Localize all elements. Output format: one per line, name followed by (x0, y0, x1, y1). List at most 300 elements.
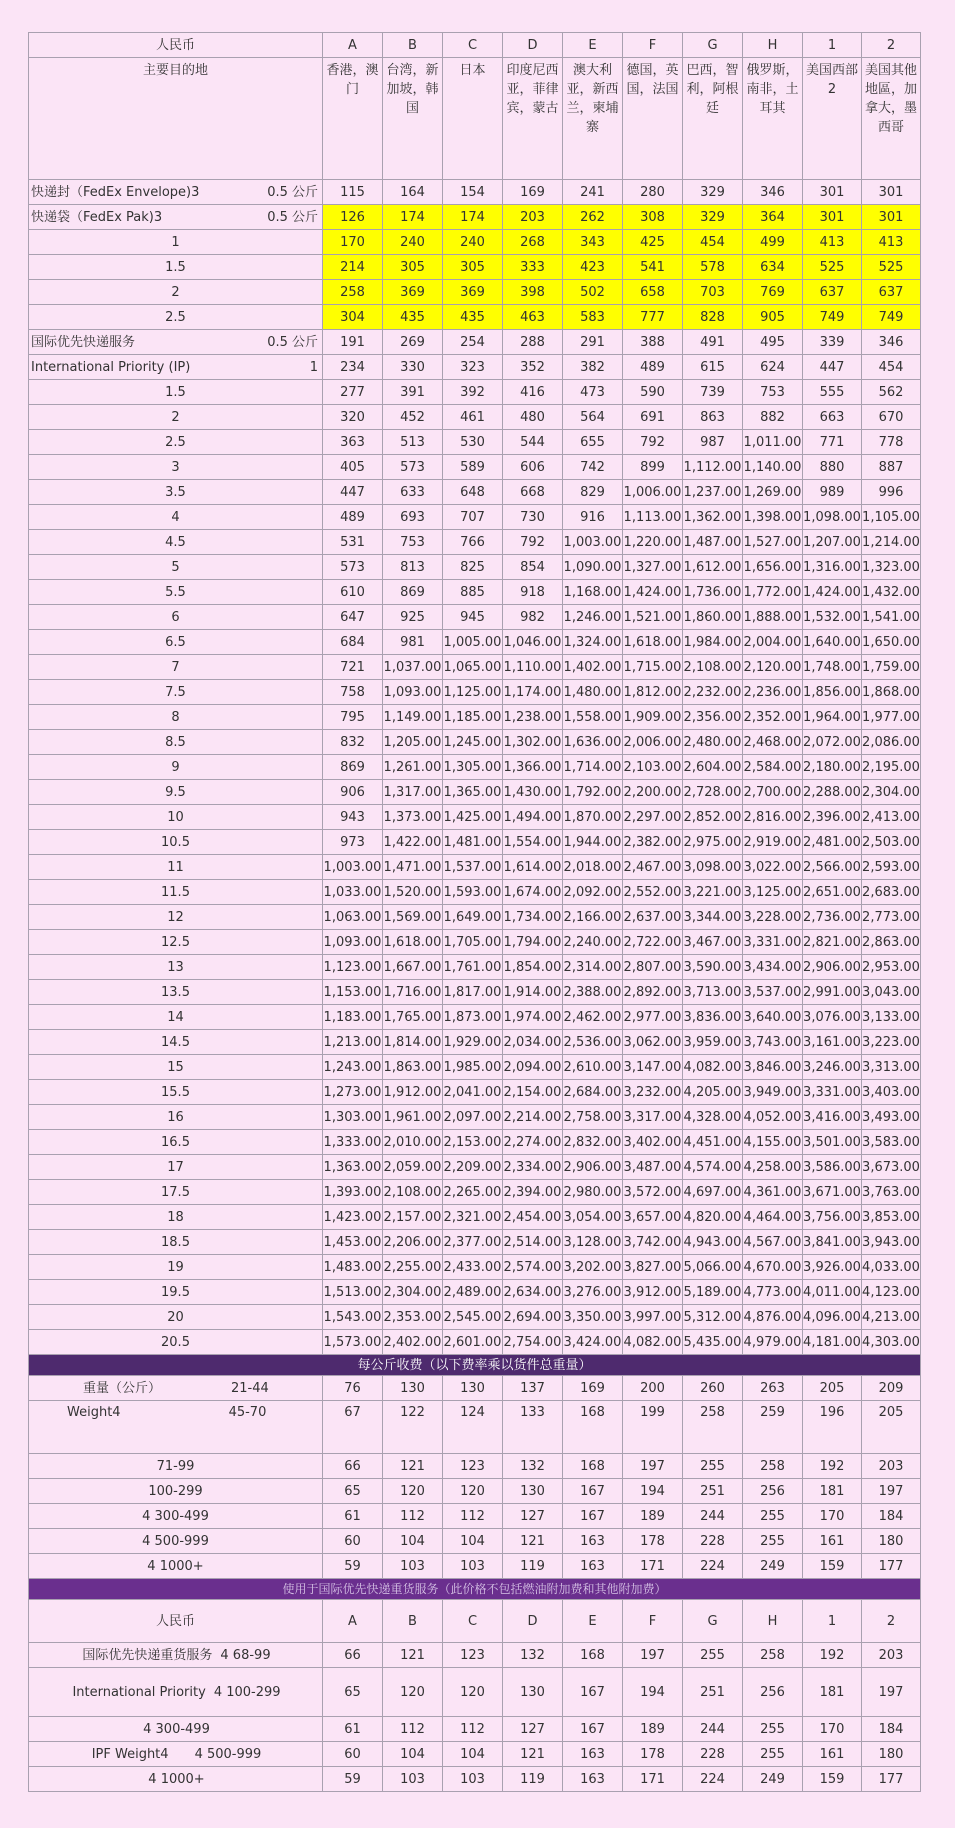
rate-cell: 463 (503, 305, 563, 330)
rate-cell: 163 (563, 1529, 623, 1554)
destination-cell: 澳大利亚，新西兰，柬埔寨 (563, 58, 623, 180)
rate-cell: 5,312.00 (683, 1305, 743, 1330)
rate-cell: 60 (323, 1742, 383, 1767)
rate-cell: 2,634.00 (503, 1280, 563, 1305)
rate-cell: 3,098.00 (683, 855, 743, 880)
rate-cell: 3,434.00 (743, 955, 803, 980)
weight-label: 4 500-999 (194, 1746, 262, 1762)
rate-cell: 130 (503, 1668, 563, 1717)
rate-cell: 197 (862, 1479, 921, 1504)
rate-cell: 828 (683, 305, 743, 330)
rate-cell: 1,705.00 (443, 930, 503, 955)
rate-cell: 288 (503, 330, 563, 355)
rate-cell: 655 (563, 430, 623, 455)
rate-cell: 123 (443, 1454, 503, 1479)
rate-cell: 1,569.00 (383, 905, 443, 930)
rate-cell: 564 (563, 405, 623, 430)
rate-cell: 1,667.00 (383, 955, 443, 980)
rate-cell: 2,821.00 (803, 930, 862, 955)
rate-cell: 181 (803, 1479, 862, 1504)
rate-cell: 3,344.00 (683, 905, 743, 930)
rate-cell: 1,112.00 (683, 455, 743, 480)
rate-cell: 2,593.00 (862, 855, 921, 880)
priority-row (29, 1105, 921, 1130)
rate-cell: 115 (323, 180, 383, 205)
rate-cell: 161 (803, 1742, 862, 1767)
zone-header: D (503, 1600, 563, 1643)
weight-label: 18 (29, 1205, 323, 1230)
rate-cell: 2,041.00 (443, 1080, 503, 1105)
rate-cell: 573 (383, 455, 443, 480)
rate-cell: 499 (743, 230, 803, 255)
freight-row (29, 1742, 921, 1767)
rate-cell: 1,618.00 (623, 630, 683, 655)
rate-cell: 180 (862, 1742, 921, 1767)
pak-row (29, 305, 921, 330)
rate-cell: 1,854.00 (503, 955, 563, 980)
rate-cell: 260 (683, 1376, 743, 1401)
rate-cell: 2,852.00 (683, 805, 743, 830)
rate-cell: 2,906.00 (803, 955, 862, 980)
rate-cell: 3,331.00 (803, 1080, 862, 1105)
rate-cell: 525 (862, 255, 921, 280)
rate-cell: 132 (503, 1454, 563, 1479)
rate-cell: 244 (683, 1504, 743, 1529)
rate-cell: 2,514.00 (503, 1230, 563, 1255)
weight-label: 7 (29, 655, 323, 680)
rate-cell: 1,207.00 (803, 530, 862, 555)
rate-cell: 544 (503, 430, 563, 455)
priority-row (29, 705, 921, 730)
weight-label: 7.5 (29, 680, 323, 705)
rate-cell: 258 (323, 280, 383, 305)
rate-cell: 2,807.00 (623, 955, 683, 980)
rate-cell: 423 (563, 255, 623, 280)
rate-cell: 454 (862, 355, 921, 380)
rate-cell: 1,140.00 (743, 455, 803, 480)
rate-cell: 1,961.00 (383, 1105, 443, 1130)
priority-row (29, 1080, 921, 1105)
rate-cell: 126 (323, 205, 383, 230)
service-label: 快递袋（FedEx Pak)3 (31, 209, 163, 225)
rate-cell: 854 (503, 555, 563, 580)
zone-header: F (623, 1600, 683, 1643)
rate-cell: 2,953.00 (862, 955, 921, 980)
rate-cell: 224 (683, 1554, 743, 1579)
rate-cell: 196 (803, 1401, 862, 1454)
rate-cell: 2,288.00 (803, 780, 862, 805)
weight-label: 19.5 (29, 1280, 323, 1305)
destination-cell: 巴西，智利，阿根廷 (683, 58, 743, 180)
rate-cell: 742 (563, 455, 623, 480)
rate-cell: 1,432.00 (862, 580, 921, 605)
rate-cell: 2,018.00 (563, 855, 623, 880)
rate-cell: 4,697.00 (683, 1180, 743, 1205)
rate-cell: 2,700.00 (743, 780, 803, 805)
zone-header: F (623, 33, 683, 58)
zone-header: 1 (803, 33, 862, 58)
rate-cell: 1,856.00 (803, 680, 862, 705)
rate-cell: 778 (862, 430, 921, 455)
rate-cell: 5,189.00 (683, 1280, 743, 1305)
rate-cell: 452 (383, 405, 443, 430)
rate-cell: 103 (383, 1767, 443, 1792)
rate-cell: 104 (443, 1742, 503, 1767)
rate-cell: 346 (862, 330, 921, 355)
rate-cell: 1,093.00 (323, 930, 383, 955)
weight-label: 17 (29, 1155, 323, 1180)
rate-cell: 502 (563, 280, 623, 305)
rate-cell: 1,614.00 (503, 855, 563, 880)
rate-cell: 1,327.00 (623, 555, 683, 580)
rate-cell: 1,269.00 (743, 480, 803, 505)
rate-cell: 3,133.00 (862, 1005, 921, 1030)
rate-cell: 4,876.00 (743, 1305, 803, 1330)
priority-row (29, 455, 921, 480)
rate-cell: 104 (383, 1742, 443, 1767)
rate-cell: 749 (862, 305, 921, 330)
rate-cell: 1,003.00 (563, 530, 623, 555)
rate-cell: 2,480.00 (683, 730, 743, 755)
row-label (29, 1668, 323, 1717)
priority-row (29, 355, 921, 380)
currency-label: 人民币 (29, 1600, 323, 1643)
priority-row (29, 830, 921, 855)
rate-cell: 301 (803, 180, 862, 205)
rate-cell: 1,098.00 (803, 505, 862, 530)
rate-cell: 203 (862, 1643, 921, 1668)
priority-row (29, 1030, 921, 1055)
rate-cell: 1,985.00 (443, 1055, 503, 1080)
rate-cell: 2,304.00 (383, 1280, 443, 1305)
row-label (29, 355, 323, 380)
row-label (29, 180, 323, 205)
currency-label: 人民币 (29, 33, 323, 58)
rate-cell: 1,453.00 (323, 1230, 383, 1255)
rate-cell: 2,059.00 (383, 1155, 443, 1180)
rate-cell: 308 (623, 205, 683, 230)
rate-cell: 2,232.00 (683, 680, 743, 705)
per-kg-row (29, 1479, 921, 1504)
rate-cell: 425 (623, 230, 683, 255)
rate-cell: 562 (862, 380, 921, 405)
rate-cell: 388 (623, 330, 683, 355)
rate-cell: 758 (323, 680, 383, 705)
rate-cell: 1,323.00 (862, 555, 921, 580)
rate-cell: 495 (743, 330, 803, 355)
rate-cell: 3,125.00 (743, 880, 803, 905)
rate-cell: 882 (743, 405, 803, 430)
row-label (29, 1376, 323, 1401)
rate-cell: 880 (803, 455, 862, 480)
rate-cell: 981 (383, 630, 443, 655)
weight-label: 1.5 (29, 255, 323, 280)
rate-cell: 2,153.00 (443, 1130, 503, 1155)
weight-label: 5.5 (29, 580, 323, 605)
rate-cell: 832 (323, 730, 383, 755)
rate-cell: 3,657.00 (623, 1205, 683, 1230)
rate-cell: 103 (443, 1767, 503, 1792)
rate-cell: 637 (803, 280, 862, 305)
rate-cell: 1,003.00 (323, 855, 383, 880)
rate-cell: 454 (683, 230, 743, 255)
weight-label: 4 68-99 (220, 1647, 271, 1663)
rate-cell: 255 (683, 1643, 743, 1668)
rate-cell: 2,832.00 (563, 1130, 623, 1155)
rate-cell: 1,794.00 (503, 930, 563, 955)
rate-cell: 121 (383, 1454, 443, 1479)
rate-cell: 258 (683, 1401, 743, 1454)
rate-cell: 3,276.00 (563, 1280, 623, 1305)
rate-cell: 103 (443, 1554, 503, 1579)
rate-cell: 1,185.00 (443, 705, 503, 730)
rate-cell: 2,816.00 (743, 805, 803, 830)
rate-cell: 2,108.00 (383, 1180, 443, 1205)
rate-cell: 4,082.00 (623, 1330, 683, 1355)
rate-cell: 170 (803, 1504, 862, 1529)
rate-cell: 132 (503, 1643, 563, 1668)
rate-cell: 658 (623, 280, 683, 305)
rate-cell: 3,313.00 (862, 1055, 921, 1080)
rate-cell: 3,493.00 (862, 1105, 921, 1130)
rate-cell: 513 (383, 430, 443, 455)
rate-cell: 4,205.00 (683, 1080, 743, 1105)
rate-cell: 885 (443, 580, 503, 605)
rate-cell: 578 (683, 255, 743, 280)
rate-cell: 61 (323, 1717, 383, 1742)
priority-row (29, 880, 921, 905)
priority-row (29, 680, 921, 705)
zone-header: G (683, 33, 743, 58)
service-label: International Priority (72, 1684, 206, 1700)
rate-cell: 4,096.00 (803, 1305, 862, 1330)
rate-cell: 4,979.00 (743, 1330, 803, 1355)
rate-cell: 1,398.00 (743, 505, 803, 530)
weight-title: 重量（公斤） (83, 1380, 162, 1396)
rate-cell: 3,926.00 (803, 1255, 862, 1280)
freight-row (29, 1717, 921, 1742)
rate-cell: 174 (383, 205, 443, 230)
rate-cell: 1,817.00 (443, 980, 503, 1005)
rate-cell: 1,860.00 (683, 605, 743, 630)
rate-cell: 1,532.00 (803, 605, 862, 630)
rate-cell: 2,180.00 (803, 755, 862, 780)
rate-cell: 982 (503, 605, 563, 630)
rate-cell: 2,157.00 (383, 1205, 443, 1230)
rate-cell: 177 (862, 1554, 921, 1579)
rate-cell: 3,841.00 (803, 1230, 862, 1255)
rate-cell: 249 (743, 1554, 803, 1579)
rate-cell: 1,065.00 (443, 655, 503, 680)
weight-label: 12.5 (29, 930, 323, 955)
rate-cell: 205 (862, 1401, 921, 1454)
rate-cell: 234 (323, 355, 383, 380)
rate-cell: 171 (623, 1554, 683, 1579)
rate-cell: 869 (323, 755, 383, 780)
rate-cell: 333 (503, 255, 563, 280)
rate-cell: 583 (563, 305, 623, 330)
weight-label: 71-99 (29, 1454, 323, 1479)
rate-cell: 792 (503, 530, 563, 555)
weight-label: 4.5 (29, 530, 323, 555)
rate-cell: 624 (743, 355, 803, 380)
rate-cell: 228 (683, 1742, 743, 1767)
rate-cell: 164 (383, 180, 443, 205)
rate-cell: 2,402.00 (383, 1330, 443, 1355)
rate-cell: 1,541.00 (862, 605, 921, 630)
rate-cell: 3,713.00 (683, 980, 743, 1005)
weight-label: 0.5 公斤 (267, 209, 318, 225)
rate-cell: 869 (383, 580, 443, 605)
weight-label: 100-299 (29, 1479, 323, 1504)
rate-cell: 1,365.00 (443, 780, 503, 805)
rate-cell: 2,754.00 (503, 1330, 563, 1355)
rate-cell: 329 (683, 205, 743, 230)
rate-cell: 1,149.00 (383, 705, 443, 730)
row-label (29, 1401, 323, 1454)
rate-cell: 769 (743, 280, 803, 305)
rate-cell: 1,363.00 (323, 1155, 383, 1180)
rate-cell: 268 (503, 230, 563, 255)
rate-cell: 1,424.00 (623, 580, 683, 605)
weight-label: 2.5 (29, 305, 323, 330)
rate-cell: 200 (623, 1376, 683, 1401)
rate-cell: 2,274.00 (503, 1130, 563, 1155)
rate-cell: 197 (623, 1643, 683, 1668)
rate-cell: 184 (862, 1504, 921, 1529)
zone-header: B (383, 33, 443, 58)
rate-cell: 473 (563, 380, 623, 405)
rate-cell: 2,413.00 (862, 805, 921, 830)
rate-cell: 1,362.00 (683, 505, 743, 530)
freight-row (29, 1767, 921, 1792)
rate-cell: 1,537.00 (443, 855, 503, 880)
rate-cell: 2,314.00 (563, 955, 623, 980)
rate-cell: 1,873.00 (443, 1005, 503, 1030)
rate-cell: 2,206.00 (383, 1230, 443, 1255)
rate-cell: 1,674.00 (503, 880, 563, 905)
rate-cell: 189 (623, 1717, 683, 1742)
zone-header: A (323, 1600, 383, 1643)
rate-cell: 119 (503, 1767, 563, 1792)
rate-cell: 925 (383, 605, 443, 630)
rate-cell: 251 (683, 1479, 743, 1504)
rate-cell: 1,494.00 (503, 805, 563, 830)
rate-cell: 2,086.00 (862, 730, 921, 755)
rate-cell: 435 (383, 305, 443, 330)
row-label (29, 330, 323, 355)
rate-cell: 2,906.00 (563, 1155, 623, 1180)
rate-cell: 3,043.00 (862, 980, 921, 1005)
priority-row (29, 1230, 921, 1255)
rate-cell: 4,451.00 (683, 1130, 743, 1155)
rate-cell: 301 (862, 180, 921, 205)
priority-row (29, 1330, 921, 1355)
rate-cell: 899 (623, 455, 683, 480)
rate-cell: 255 (743, 1717, 803, 1742)
rate-cell: 1,914.00 (503, 980, 563, 1005)
rate-cell: 2,094.00 (503, 1055, 563, 1080)
rate-cell: 1,373.00 (383, 805, 443, 830)
rate-cell: 369 (443, 280, 503, 305)
rate-cell: 1,481.00 (443, 830, 503, 855)
weight-label: 2 (29, 280, 323, 305)
rate-cell: 2,651.00 (803, 880, 862, 905)
rate-cell: 364 (743, 205, 803, 230)
rate-cell: 1,792.00 (563, 780, 623, 805)
rate-cell: 124 (443, 1401, 503, 1454)
rate-cell: 178 (623, 1742, 683, 1767)
rate-cell: 2,092.00 (563, 880, 623, 905)
rate-cell: 2,321.00 (443, 1205, 503, 1230)
rate-cell: 391 (383, 380, 443, 405)
envelope-row (29, 180, 921, 205)
rate-cell: 777 (623, 305, 683, 330)
rate-cell: 1,734.00 (503, 905, 563, 930)
rate-cell: 693 (383, 505, 443, 530)
rate-cell: 3,022.00 (743, 855, 803, 880)
rate-cell: 489 (323, 505, 383, 530)
rate-cell: 610 (323, 580, 383, 605)
rate-cell: 277 (323, 380, 383, 405)
rate-cell: 104 (383, 1529, 443, 1554)
rate-cell: 104 (443, 1529, 503, 1554)
rate-cell: 2,489.00 (443, 1280, 503, 1305)
rate-cell: 1,174.00 (503, 680, 563, 705)
rate-cell: 3,827.00 (623, 1255, 683, 1280)
rate-cell: 1,011.00 (743, 430, 803, 455)
rate-cell: 2,072.00 (803, 730, 862, 755)
rate-cell: 255 (743, 1504, 803, 1529)
rate-cell: 1,125.00 (443, 680, 503, 705)
rate-cell: 5,066.00 (683, 1255, 743, 1280)
rate-cell: 3,756.00 (803, 1205, 862, 1230)
rate-cell: 530 (443, 430, 503, 455)
rate-cell: 224 (683, 1767, 743, 1792)
rate-cell: 1,105.00 (862, 505, 921, 530)
rate-cell: 2,584.00 (743, 755, 803, 780)
rate-cell: 684 (323, 630, 383, 655)
priority-row (29, 1305, 921, 1330)
rate-cell: 1,870.00 (563, 805, 623, 830)
rate-cell: 3,742.00 (623, 1230, 683, 1255)
rate-cell: 65 (323, 1479, 383, 1504)
rate-cell: 2,601.00 (443, 1330, 503, 1355)
rate-cell: 1,772.00 (743, 580, 803, 605)
rate-cell: 2,481.00 (803, 830, 862, 855)
rate-cell: 1,033.00 (323, 880, 383, 905)
rate-cell: 346 (743, 180, 803, 205)
rate-cell: 2,353.00 (383, 1305, 443, 1330)
rate-cell: 2,919.00 (743, 830, 803, 855)
rate-cell: 1,527.00 (743, 530, 803, 555)
rate-cell: 1,037.00 (383, 655, 443, 680)
rate-cell: 3,501.00 (803, 1130, 862, 1155)
rate-cell: 2,120.00 (743, 655, 803, 680)
rate-cell: 3,997.00 (623, 1305, 683, 1330)
rate-cell: 3,836.00 (683, 1005, 743, 1030)
rate-cell: 813 (383, 555, 443, 580)
rate-cell: 943 (323, 805, 383, 830)
pak-row (29, 205, 921, 230)
rate-cell: 663 (803, 405, 862, 430)
rate-cell: 4,155.00 (743, 1130, 803, 1155)
rate-cell: 67 (323, 1401, 383, 1454)
rate-cell: 1,483.00 (323, 1255, 383, 1280)
rate-cell: 1,714.00 (563, 755, 623, 780)
rate-cell: 2,004.00 (743, 630, 803, 655)
per-kg-row (29, 1454, 921, 1479)
